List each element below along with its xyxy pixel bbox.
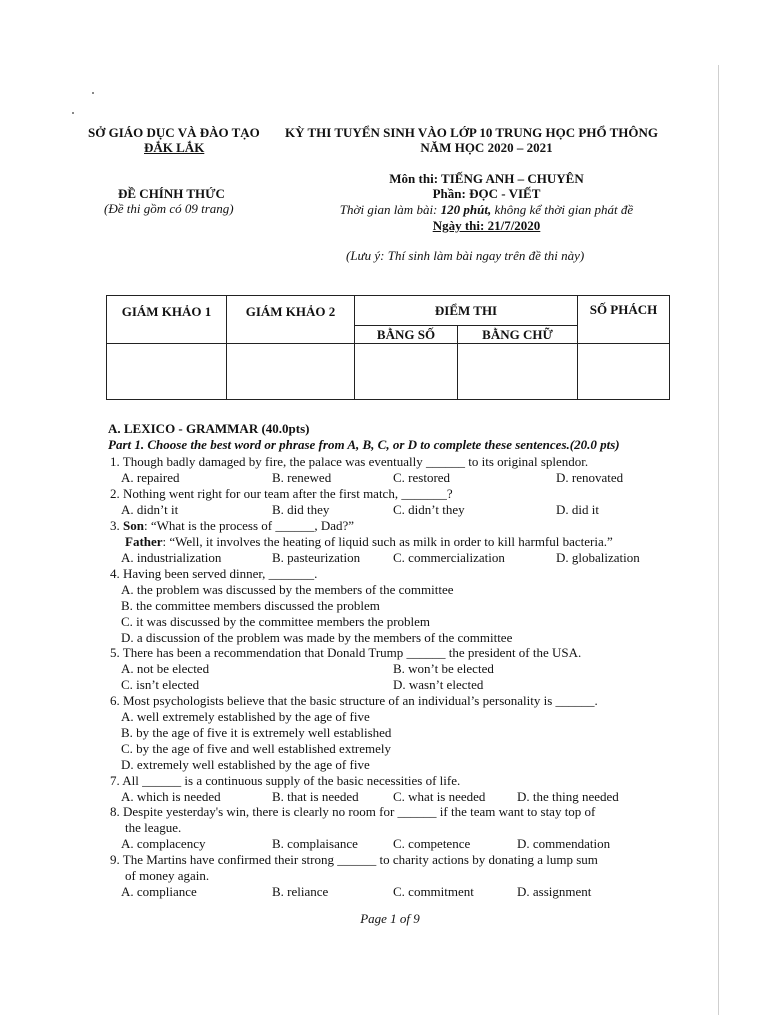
q3-option-b: B. pasteurization bbox=[272, 550, 361, 565]
exam-date bbox=[285, 218, 688, 234]
q6-option-a: A. well extremely established by the age of five bbox=[121, 709, 370, 724]
code-cell bbox=[578, 344, 670, 400]
examiner-2-cell bbox=[227, 344, 355, 400]
score-header: ĐIỂM THI bbox=[355, 296, 578, 326]
q9-option-b: B. reliance bbox=[272, 884, 329, 899]
q5-option-a: A. not be elected bbox=[121, 661, 210, 676]
q9-option-d: D. assignment bbox=[517, 884, 592, 899]
province-name: ĐẮK LẮK bbox=[144, 140, 205, 155]
code-header: SỐ PHÁCH bbox=[578, 296, 670, 344]
q3-number: 3. bbox=[110, 518, 123, 533]
question-7-stem: 7. All ______ is a continuous supply of the basic necessities of life. bbox=[110, 773, 461, 788]
examiner-1-cell bbox=[107, 344, 227, 400]
exam-date-text: Ngày thi: 21/7/2020 bbox=[432, 218, 541, 233]
school-year: NĂM HỌC 2020 – 2021 bbox=[420, 140, 553, 155]
question-5-stem: 5. There has been a recommendation that Donald Trump ______ the president of the USA. bbox=[110, 645, 582, 660]
q6-option-b: B. by the age of five it is extremely well established bbox=[121, 725, 392, 740]
time-value: 120 phút, bbox=[440, 202, 492, 217]
scan-edge-line bbox=[718, 65, 719, 1015]
q6-option-d: D. extremely well established by the age of five bbox=[121, 757, 370, 772]
q1-option-d: D. renovated bbox=[556, 470, 624, 485]
q9-option-a: A. compliance bbox=[121, 884, 197, 899]
q2-option-c: C. didn’t they bbox=[393, 502, 465, 517]
department-name: SỞ GIÁO DỤC VÀ ĐÀO TẠO bbox=[88, 125, 260, 140]
q3-son-line: : “What is the process of ______, Dad?” bbox=[143, 518, 355, 533]
pages-note: (Đề thi gồm có 09 trang) bbox=[104, 201, 234, 216]
q3-speaker-son: Son bbox=[123, 518, 144, 533]
q9-option-c: C. commitment bbox=[393, 884, 474, 899]
q5-option-c: C. isn’t elected bbox=[121, 677, 200, 692]
q7-option-c: C. what is needed bbox=[393, 789, 486, 804]
score-words-cell bbox=[458, 344, 578, 400]
q8-option-a: A. complacency bbox=[121, 836, 206, 851]
part-1-instruction: Part 1. Choose the best word or phrase from A, B, C, or D to complete these sentences.(20.0 pts) bbox=[108, 437, 620, 452]
question-9-stem-cont: of money again. bbox=[125, 868, 210, 883]
q7-option-a: A. which is needed bbox=[121, 789, 221, 804]
examiner-2-header: GIÁM KHẢO 2 bbox=[227, 296, 355, 344]
q1-option-c: C. restored bbox=[393, 470, 451, 485]
scan-speck bbox=[72, 112, 74, 114]
q4-option-d: D. a discussion of the problem was made by the members of the committee bbox=[121, 630, 513, 645]
subject-line: Môn thi: TIẾNG ANH – CHUYÊN bbox=[389, 171, 584, 186]
question-3-stem bbox=[110, 518, 354, 533]
q8-option-c: C. competence bbox=[393, 836, 471, 851]
q2-option-d: D. did it bbox=[556, 502, 599, 517]
score-words-header: BẰNG CHỮ bbox=[458, 326, 578, 344]
time-prefix: Thời gian làm bài: bbox=[339, 202, 441, 217]
q8-option-d: D. commendation bbox=[517, 836, 611, 851]
q4-option-a: A. the problem was discussed by the members of the committee bbox=[121, 582, 454, 597]
score-numbers-header: BẰNG SỐ bbox=[355, 326, 458, 344]
page-number: Page 1 of 9 bbox=[360, 911, 420, 926]
score-numbers-cell bbox=[355, 344, 458, 400]
q8-option-b: B. complaisance bbox=[272, 836, 358, 851]
q2-option-a: A. didn’t it bbox=[121, 502, 179, 517]
question-8-stem-cont: the league. bbox=[125, 820, 182, 835]
time-suffix: không kể thời gian phát đề bbox=[491, 202, 634, 217]
q3-option-c: C. commercialization bbox=[393, 550, 505, 565]
q4-option-b: B. the committee members discussed the problem bbox=[121, 598, 380, 613]
q3-father-line: : “Well, it involves the heating of liquid such as milk in order to kill harmful bacteria.” bbox=[162, 534, 613, 549]
q2-option-b: B. did they bbox=[272, 502, 330, 517]
q3-option-a: A. industrialization bbox=[121, 550, 222, 565]
section-line: Phần: ĐỌC - VIẾT bbox=[432, 186, 541, 201]
q5-option-b: B. won’t be elected bbox=[393, 661, 494, 676]
question-6-stem: 6. Most psychologists believe that the basic structure of an individual’s personality is ______. bbox=[110, 693, 598, 708]
time-line bbox=[285, 202, 688, 218]
q3-option-d: D. globalization bbox=[556, 550, 640, 565]
exam-title: KỲ THI TUYỂN SINH VÀO LỚP 10 TRUNG HỌC PHỔ THÔNG bbox=[285, 125, 658, 140]
q3-speaker-father: Father bbox=[125, 534, 163, 549]
instruction-note: (Lưu ý: Thí sinh làm bài ngay trên đề thi này) bbox=[346, 248, 585, 263]
q1-option-b: B. renewed bbox=[272, 470, 332, 485]
question-1-stem: 1. Though badly damaged by fire, the palace was eventually ______ to its original splendor. bbox=[110, 454, 589, 469]
question-8-stem: 8. Despite yesterday's win, there is clearly no room for ______ if the team want to stay top of bbox=[110, 804, 596, 819]
q4-option-c: C. it was discussed by the committee members the problem bbox=[121, 614, 431, 629]
question-4-stem: 4. Having been served dinner, _______. bbox=[110, 566, 318, 581]
question-3-reply bbox=[125, 534, 613, 549]
question-9-stem: 9. The Martins have confirmed their strong ______ to charity actions by donating a lump sum bbox=[110, 852, 598, 867]
official-label: ĐỀ CHÍNH THỨC bbox=[118, 186, 225, 201]
q7-option-d: D. the thing needed bbox=[517, 789, 619, 804]
scan-speck bbox=[92, 92, 94, 94]
section-a-title: A. LEXICO - GRAMMAR (40.0pts) bbox=[108, 421, 310, 436]
question-2-stem: 2. Nothing went right for our team after the first match, _______? bbox=[110, 486, 453, 501]
q5-option-d: D. wasn’t elected bbox=[393, 677, 484, 692]
examiner-1-header: GIÁM KHẢO 1 bbox=[107, 296, 227, 344]
q1-option-a: A. repaired bbox=[121, 470, 180, 485]
q7-option-b: B. that is needed bbox=[272, 789, 359, 804]
q6-option-c: C. by the age of five and well established extremely bbox=[121, 741, 392, 756]
score-table bbox=[106, 295, 670, 400]
